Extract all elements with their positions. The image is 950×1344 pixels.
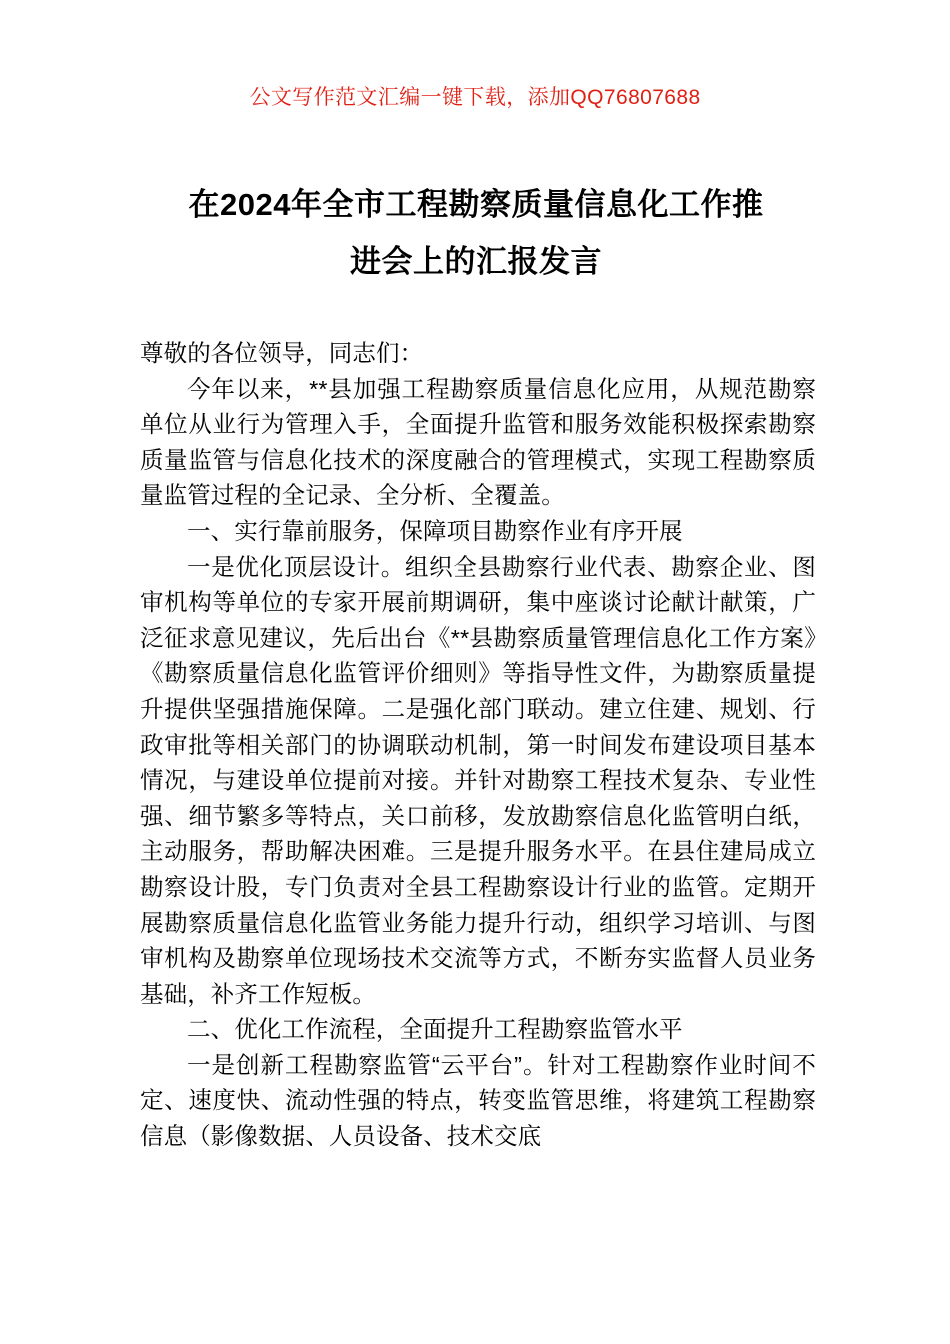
- paragraph-section-one-body: 一是优化顶层设计。组织全县勘察行业代表、勘察企业、图审机构等单位的专家开展前期调研，集中座谈讨论献计献策，广泛征求意见建议，先后出台《**县勘察质量管理信息化工作方案》《勘察质量信息化监管评价细则》等指导性文件，为勘察质量提升提供坚强措施保障。二是强化部门联动。建立住建、规划、行政审批等相关部门的协调联动机制，第一时间发布建设项目基本情况，与建设单位提前对接。并针对勘察工程技术复杂、专业性强、细节繁多等特点，关口前移，发放勘察信息化监管明白纸，主动服务，帮助解决困难。三是提升服务水平。在县住建局成立勘察设计股，专门负责对全县工程勘察设计行业的监管。定期开展勘察质量信息化监管业务能力提升行动，组织学习培训、与图审机构及勘察单位现场技术交流等方式，不断夯实监督人员业务基础，补齐工作短板。: [140, 553, 816, 1007]
- page-title-line-2: 进会上的汇报发言: [350, 244, 602, 279]
- paragraph-opening: 今年以来，**县加强工程勘察质量信息化应用，从规范勘察单位从业行为管理入手，全面提升监管和服务效能积极探索勘察质量监管与信息化技术的深度融合的管理模式，实现工程勘察质量监管过程的全记录、全分析、全覆盖。: [140, 375, 816, 509]
- promo-banner-text: 公文写作范文汇编一键下载，添加QQ76807688: [249, 86, 701, 109]
- paragraph-section-two-body: 一是创新工程勘察监管“云平台”。针对工程勘察作业时间不定、速度快、流动性强的特点，转变监管思维，将建筑工程勘察信息（影像数据、人员设备、技术交底: [140, 1051, 816, 1150]
- paragraph-salutation: 尊敬的各位领导，同志们：: [140, 340, 424, 366]
- paragraph-heading-one: 一、实行靠前服务，保障项目勘察作业有序开展: [187, 517, 683, 544]
- page-title: [140, 176, 812, 290]
- paragraph-heading-two: 二、优化工作流程，全面提升工程勘察监管水平: [187, 1016, 683, 1043]
- document-body: [140, 336, 816, 1155]
- page-title-line-1: 在2024年全市工程勘察质量信息化工作推: [188, 187, 764, 222]
